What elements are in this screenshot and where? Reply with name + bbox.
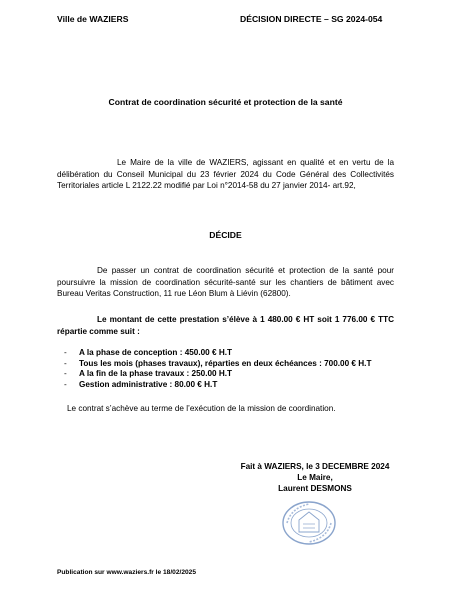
- signature-place-date: Fait à WAZIERS, le 3 DECEMBRE 2024: [240, 462, 390, 471]
- list-item: [64, 348, 394, 359]
- document-title: Contrat de coordination sécurité et protection de la santé: [108, 97, 343, 107]
- bullet-dash: -: [64, 379, 67, 389]
- preamble-paragraph: Le Maire de la ville de WAZIERS, agissant en qualité et en vertu de la délibération du Conseil Municipal du 23 février 2024 du Code Général des Collectivités Territoriales article L 2122.22 modifié par Loi n°2014-58 du 27 janvier 2014- art.92,: [57, 158, 394, 191]
- list-item-text: A la fin de la phase travaux : 250.00 H.T: [79, 369, 233, 379]
- list-item: [64, 359, 394, 370]
- city-header: Ville de WAZIERS: [57, 14, 129, 24]
- decision-paragraph: De passer un contrat de coordination sécurité et protection de la santé pour poursuivre la mission de coordination sécurité-santé sur les chantiers de bâtiment avec Bureau Veritas Construction, 11 rue Léon Blum à Liévin (62800).: [57, 266, 394, 299]
- bullet-dash: -: [64, 358, 67, 368]
- payment-breakdown-list: [64, 348, 394, 390]
- bullet-dash: -: [64, 348, 67, 357]
- list-item-text: Gestion administrative : 80.00 € H.T: [79, 379, 218, 389]
- list-item: [64, 369, 394, 380]
- signature-role: Le Maire,: [297, 473, 333, 483]
- list-item: [64, 380, 394, 391]
- bullet-dash: -: [64, 369, 67, 379]
- list-item-text: A la phase de conception : 450.00 € H.T: [79, 348, 233, 357]
- signature-block: [220, 461, 410, 495]
- amount-paragraph: Le montant de cette prestation s’élève à 1 480.00 € HT soit 1 776.00 € TTC répartie comme suit :: [57, 315, 394, 336]
- decision-reference: DÉCISION DIRECTE – SG 2024-054: [240, 14, 383, 24]
- signature-name: Laurent DESMONS: [278, 484, 352, 494]
- closing-paragraph: Le contrat s’achève au terme de l’exécution de la mission de coordination.: [67, 404, 336, 413]
- decide-heading: DÉCIDE: [209, 230, 242, 240]
- list-item-text: Tous les mois (phases travaux), réparties en deux échéances : 700.00 € H.T: [79, 358, 372, 368]
- publication-footer: Publication sur www.waziers.fr le 18/02/2025: [57, 569, 197, 576]
- mairie-stamp-seal: [281, 500, 337, 546]
